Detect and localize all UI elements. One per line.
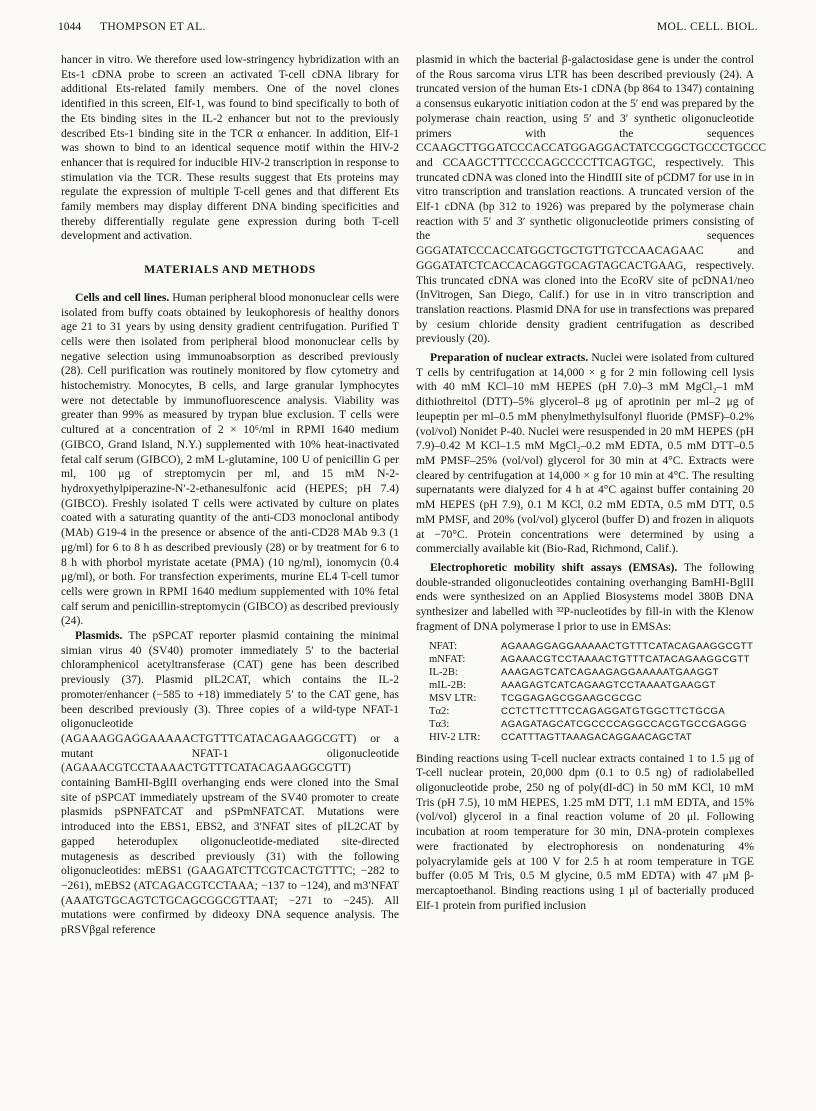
oligo-row	[429, 719, 754, 732]
plasmids-text: The pSPCAT reporter plasmid containing the minimal simian virus 40 (SV40) promoter immediately 5′ to the bacterial chloramphenicol acetyltransferase (CAT) gene has been described previously (37). Plasmid pIL2CAT, which contains the IL-2 promoter/enhancer (−585 to +18) immediately 5′ to the CAT gene, has been described previously (3). Three copies of a wild-type NFAT-1 oligonucleotide (AGAAAGGAGGAAAAACTGTTTCATACAGAAGGCGTT) or a mutant NFAT-1 oligonucleotide (AGAAACGTCCTAAAACTGTTTCATACAGAAGGCGTT) containing BamHI-BglII overhanging ends were cloned into the SmaI site of pSPCAT immediately upstream of the SV40 promoter to create plasmids pSPNFATCAT and pSPmNFATCAT. Mutations were introduced into the EBS1, EBS2, and 3′NFAT sites of pIL2CAT by gapped heteroduplex oligonucleotide-mediated site-directed mutagenesis as described previously (31) with the following oligonucleotides: mEBS1 (GAAGATCTTCGTCACTGTTTC; −282 to −261), mEBS2 (ATCAGACGTCCTAAA; −137 to −124), and m3′NFAT (AAATGTGCAGTCTGCAGCGGCGTTAAT; −271 to −245). All mutations were confirmed by dideoxy DNA sequence analysis. The pRSVβgal reference	[61, 629, 399, 937]
oligo-name: mNFAT:	[429, 654, 466, 666]
emsa-paragraph	[416, 561, 754, 635]
oligo-name: IL-2B:	[429, 667, 458, 679]
oligo-name: MSV LTR:	[429, 693, 477, 705]
nuclear-extracts-paragraph	[416, 351, 754, 557]
oligo-sequence: CCTCTTCTTTCCAGAGGATGTGGCTTCTGCGA	[501, 705, 726, 717]
plasmids-continued-paragraph: plasmid in which the bacterial β-galactosidase gene is under the control of the Rous sarcoma virus LTR has been described previously (24). A truncated version of the human Ets-1 cDNA (bp 864 to 1347) containing a consensus eukaryotic initiation codon at the 5′ end was prepared by the polymerase chain reaction, using 5′ and 3′ synthetic oligonucleotide primers with the sequences CCAAGCTTGGATCCCACCATGGAGGACTATCCGGCTGCCCTGCCC and CCAAGCTTTCCCCAGCCCCTTCAGTGC, respectively. This truncated cDNA was cloned into the HindIII site of pCDM7 for use in in vitro transcription and translation reactions. A truncated version of the Elf-1 cDNA (bp 312 to 1926) was prepared by the polymerase chain reaction with 5′ and 3′ synthetic oligonucleotide primers consisting of the sequences GGGATATCCCACCATGGCTGCTGTTGTCCAACAGAAC and GGGATATCTCACCACAGGTGCAGTAGCACTGAAG, respectively. This truncated cDNA was cloned into the EcoRV site of pcDNA1/neo (InVitrogen, San Diego, Calif.) for use in in vitro transcription and translation reactions. Plasmid DNA for use in transfections was prepared by cesium chloride density gradient centrifugation as described previously (20).	[416, 53, 767, 346]
oligo-sequence: CCATTTAGTTAAAGACAGGAACAGCTAT	[501, 731, 693, 743]
intro-paragraph: hancer in vitro. We therefore used low-stringency hybridization with an Ets-1 cDNA probe to screen an activated T-cell cDNA library for additional Ets-related family members. One of the novel clones identified in this screen, Elf-1, was found to bind specifically to both of the Ets binding sites in the IL-2 enhancer but not to the previously described Ets-1 binding site in the TCR α enhancer. In addition, Elf-1 was shown to bind to an identical sequence motif within the HIV-2 enhancer that is required for inducible HIV-2 transcription in response to stimulation via the TCR. These results suggest that Ets proteins may regulate the expression of multiple T-cell genes and that different Ets family members may display different DNA binding specificities and thereby differentially regulate gene expression during both T-cell development and activation.	[61, 53, 399, 243]
oligo-sequence: AAAGAGTCATCAGAAGTCCTAAAATGAAGGT	[501, 680, 716, 692]
oligo-sequence: AGAGATAGCATCGCCCCAGGCCACGTGCCGAGGG	[501, 718, 747, 730]
oligo-sequence: AAAGAGTCATCAGAAGAGGAAAAATGAAGGT	[501, 667, 719, 679]
oligo-row	[429, 693, 754, 706]
oligo-name: NFAT:	[429, 641, 458, 653]
oligo-sequence: TCGGAGAGCGGAAGCGCGC	[501, 693, 642, 705]
section-title: MATERIALS AND METHODS	[144, 263, 316, 277]
plasmids-heading: Plasmids.	[75, 629, 123, 643]
plasmids-paragraph	[61, 629, 399, 938]
cells-text: Human peripheral blood mononuclear cells were isolated from buffy coats obtained by leukophoresis of healthy donors age 21 to 31 years by using density gradient centrifugation. Purified T cells were then isolated from peripheral blood mononuclear cells by negative selection using immunoabsorption as described previously (28). Cell purification was routinely monitored by flow cytometry and histochemistry. Monocytes, B cells, and large granular lymphocytes were not detectable by immunofluorescence analysis. Viability was greater than 99% as measured by trypan blue exclusion. T cells were cultured at a concentration of 2 × 10⁶/ml in RPMI 1640 medium (GIBCO, Grand Island, N.Y.) supplemented with 10% heat-inactivated fetal calf serum (GIBCO), 2 mM L-glutamine, 100 U of penicillin G per ml, 100 μg of streptomycin per ml, and 15 mM N-2-hydroxyethylpiperazine-N′-2-ethanesulfonic acid (HEPES; pH 7.4) (GIBCO). Freshly isolated T cells were activated by culture on plates coated with a saturating quantity of the anti-CD3 monoclonal antibody (MAb) G19-4 in the presence or absence of the anti-CD28 MAb 9.3 (1 μg/ml) for 6 to 8 h as described previously (28) or by treatment for 6 to 8 h with phorbol myristate acetate (PMA) (10 ng/ml), ionomycin (0.4 μg/ml), or both. For transfection experiments, murine EL4 T-cell tumor cells were grown in RPMI 1640 medium supplemented with 10% fetal calf serum and penicillin-streptomycin (GIBCO) as described previously (24).	[61, 290, 399, 628]
oligo-row	[429, 680, 754, 693]
running-authors: THOMPSON ET AL.	[100, 20, 206, 33]
oligo-name: Tα2:	[429, 705, 450, 717]
oligo-row	[429, 706, 754, 719]
running-header	[58, 20, 758, 38]
oligonucleotide-list	[429, 641, 754, 744]
oligo-row	[429, 641, 754, 654]
oligo-name: HIV-2 LTR:	[429, 731, 481, 743]
oligo-name: Tα3:	[429, 718, 450, 730]
oligo-name: mIL-2B:	[429, 680, 467, 692]
oligo-sequence: AGAAAGGAGGAAAAACTGTTTCATACAGAAGGCGTT	[501, 641, 754, 653]
emsa-text: The following double-stranded oligonucleotides containing overhanging BamHI-BglII ends were synthesized on an Applied Biosystems model 380B DNA synthesizer and labelled with ³²P-nucleotides by fill-in with the Klenow fragment of DNA polymerase I prior to use in EMSAs:	[416, 560, 754, 633]
oligo-row	[429, 732, 754, 745]
left-column	[61, 53, 399, 938]
right-column	[416, 53, 767, 913]
nuclear-extracts-heading: Preparation of nuclear extracts.	[430, 351, 589, 365]
journal-name: MOL. CELL. BIOL.	[656, 20, 758, 33]
nuclear-extracts-text: Nuclei were isolated from cultured T cells by centrifugation at 14,000 × g for 2 min following cell lysis with 40 mM KCl–10 mM HEPES (pH 7.0)–3 mM MgCl₂–1 mM dithiothreitol (DTT)–5% glycerol–8 μg of aprotinin per ml–2 μg of leupeptin per ml–0.5 mM phenylmethylsulfonyl fluoride (PMSF)–0.2% (vol/vol) Nonidet P-40. Nuclei were resuspended in 20 mM HEPES (pH 7.9)–0.42 M KCl–1.5 mM MgCl₂–0.2 mM EDTA, 0.5 mM DTT–0.5 mM PMSF–25% (vol/vol) glycerol for 30 min at 4°C. Extracts were cleared by centrifugation at 14,000 × g for 10 min at 4°C. The resulting supernatants were dialyzed for 4 h at 4°C against buffer containing 20 mM HEPES (pH 7.9), 0.1 M KCl, 0.2 mM EDTA, 0.5 mM DTT, 0.5 mM PMSF, and 20% (vol/vol) glycerol (buffer D) and frozen in aliquots at −70°C. Protein concentrations were determined by using a commercially available kit (Bio-Rad, Richmond, Calif.).	[416, 351, 754, 556]
page-number: 1044	[58, 20, 82, 33]
cells-paragraph	[61, 291, 399, 629]
oligo-row	[429, 654, 754, 667]
emsa-heading: Electrophoretic mobility shift assays (EMSAs).	[430, 560, 678, 574]
binding-reactions-paragraph: Binding reactions using T-cell nuclear extracts contained 1 to 1.5 μg of T-cell nuclear protein, 20,000 dpm (0.1 to 0.5 ng) of radiolabelled oligonucleotide probe, 250 ng of poly(dI-dC) in 50 mM KCl, 10 mM Tris (pH 7.5), 10 mM HEPES, 1.25 mM DTT, 1.1 mM EDTA, and 15% (vol/vol) glycerol in a final reaction volume of 20 μl. Following incubation at room temperature for 30 min, DNA-protein complexes were fractionated by electrophoresis on nondenaturing 4% polyacrylamide gels at 100 V for 2.5 h at room temperature in TGE buffer (0.05 M Tris, 0.5 M glycine, 0.5 mM EDTA) with 47 μM β-mercaptoethanol. Binding reactions using 1 μl of bacterially produced Elf-1 protein from purified inclusion	[416, 751, 754, 912]
oligo-sequence: AGAAACGTCCTAAAACTGTTTCATACAGAAGGCGTT	[501, 654, 750, 666]
cells-heading: Cells and cell lines.	[75, 290, 170, 304]
oligo-row	[429, 667, 754, 680]
